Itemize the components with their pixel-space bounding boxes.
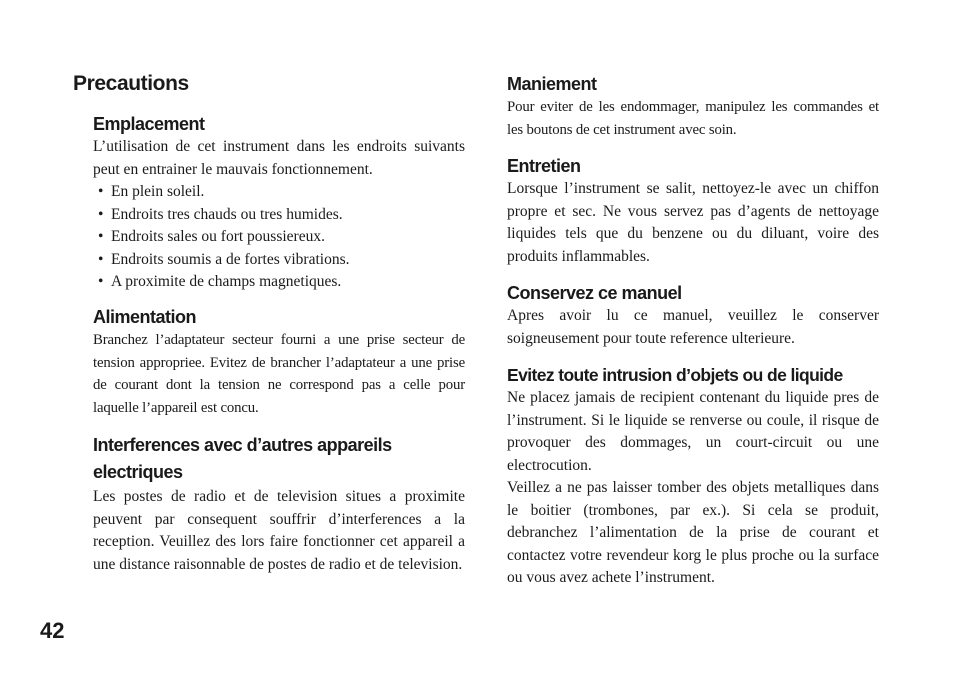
section-heading-entretien: Entretien xyxy=(507,156,581,176)
section-entretien xyxy=(507,154,879,268)
page-number: 42 xyxy=(40,618,65,643)
section-text-conservez: Apres avoir lu ce manuel, veuillez le conserver soigneusement pour toute reference ulterieure. xyxy=(507,307,879,347)
section-text-maniement: Pour eviter de les endommager, manipulez les commandes et les boutons de cet instrument avec soin. xyxy=(507,99,879,138)
list-item: • Endroits tres chauds ou tres humides. xyxy=(93,204,465,227)
section-intrusion xyxy=(507,363,879,590)
section-text-intrusion-2: Veillez a ne pas laisser tomber des objets metalliques dans le boitier (trombones, par ex.). Si cela se produit, debranchez l’alimentation de la prise de courant et contactez votre revendeur korg le plus proche ou la surface ou vous avez achete l’instrument. xyxy=(507,479,879,586)
emplacement-list xyxy=(93,181,465,294)
section-conservez xyxy=(507,281,879,350)
section-alimentation xyxy=(93,305,465,419)
section-heading-conservez: Conservez ce manuel xyxy=(507,283,682,303)
section-heading-interferences: Interferences avec d’autres appareils electriques xyxy=(93,435,392,482)
section-emplacement xyxy=(93,112,465,294)
list-item: • Endroits sales ou fort poussiereux. xyxy=(93,226,465,249)
list-item: • En plein soleil. xyxy=(93,181,465,204)
section-interferences xyxy=(93,432,465,576)
section-heading-emplacement: Emplacement xyxy=(93,114,205,134)
section-heading-maniement: Maniement xyxy=(507,74,597,94)
section-text-interferences: Les postes de radio et de television situes a proximite peuvent par consequent souffrir d’interferences a la reception. Veuillez des lors faire fonctionner cet appareil a une distance raisonnable de postes de radio et de television. xyxy=(93,488,465,573)
section-text-alimentation: Branchez l’adaptateur secteur fourni a une prise secteur de tension appropriee. Evitez de brancher l’adaptateur a une prise de courant dont la tension ne correspond pas a celle pour laquelle l’appareil est concu. xyxy=(93,332,465,416)
list-item: • Endroits soumis a de fortes vibrations. xyxy=(93,249,465,272)
section-text-entretien: Lorsque l’instrument se salit, nettoyez-le avec un chiffon propre et sec. Ne vous servez pas d’agents de nettoyage liquides tels que du benzene ou du diluant, voire des produits inflammables. xyxy=(507,180,879,265)
list-item: • A proximite de champs magnetiques. xyxy=(93,271,465,294)
section-heading-intrusion: Evitez toute intrusion d’objets ou de liquide xyxy=(507,365,843,385)
page-title: Precautions xyxy=(73,72,189,95)
section-maniement xyxy=(507,72,879,141)
section-heading-alimentation: Alimentation xyxy=(93,307,197,327)
section-text-intrusion-1: Ne placez jamais de recipient contenant du liquide pres de l’instrument. Si le liquide se renverse ou coule, il risque de provoquer des dommages, un court-circuit ou une electrocution. xyxy=(507,389,879,474)
section-text-emplacement: L’utilisation de cet instrument dans les endroits suivants peut en entrainer le mauvais fonctionnement. xyxy=(93,138,465,178)
